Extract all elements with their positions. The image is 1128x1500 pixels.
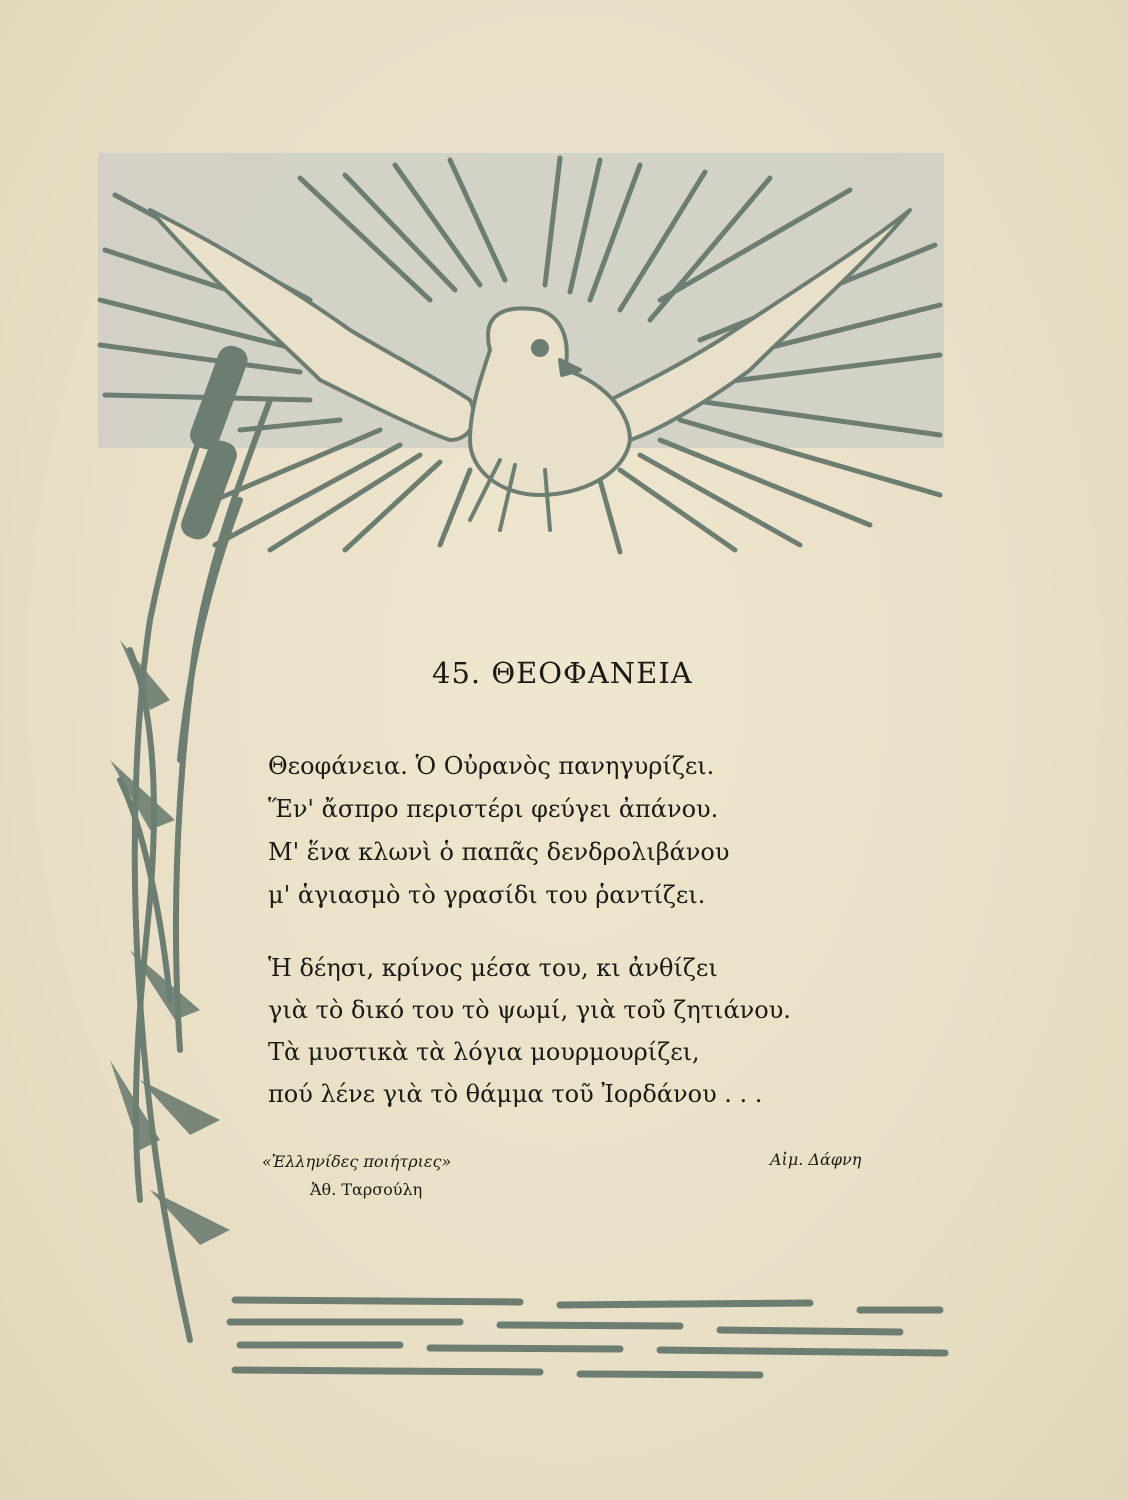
stanza-2 — [268, 947, 928, 1115]
water-strokes — [230, 1300, 945, 1375]
poem-heading: 45. ΘΕΟΦΑΝΕΙΑ — [432, 656, 693, 690]
poem-line: γιὰ τὸ δικό του τὸ ψωμί, γιὰ τοῦ ζητιάνου. — [268, 996, 791, 1024]
poem-line: Τὰ μυστικὰ τὰ λόγια μουρμουρίζει, — [268, 1038, 700, 1066]
editor-name: Ἀθ. Ταρσούλη — [310, 1180, 423, 1199]
poem-line: μ' ἁγιασμὸ τὸ γρασίδι του ῥαντίζει. — [268, 881, 706, 909]
poem-line: Μ' ἕνα κλωνὶ ὁ παπᾶς δενδρολιβάνου — [268, 838, 730, 866]
stanza-1 — [268, 745, 928, 917]
poem-line: Θεοφάνεια. Ὁ Οὐρανὸς πανηγυρίζει. — [268, 752, 715, 780]
poem-line: Ἡ δέησι, κρίνος μέσα του, κι ἀνθίζει — [268, 954, 718, 982]
poem-line: Ἕν' ἄσπρο περιστέρι φεύγει ἀπάνου. — [268, 795, 719, 823]
poem-body — [268, 745, 928, 1145]
grass-leaves — [110, 640, 230, 1245]
author-name: Αἰμ. Δάφνη — [770, 1150, 862, 1169]
poem-line: πού λένε γιὰ τὸ θάμμα τοῦ Ἰορδάνου . . . — [268, 1080, 763, 1108]
source-citation: «Ἑλληνίδες ποιήτριες» — [262, 1152, 452, 1171]
